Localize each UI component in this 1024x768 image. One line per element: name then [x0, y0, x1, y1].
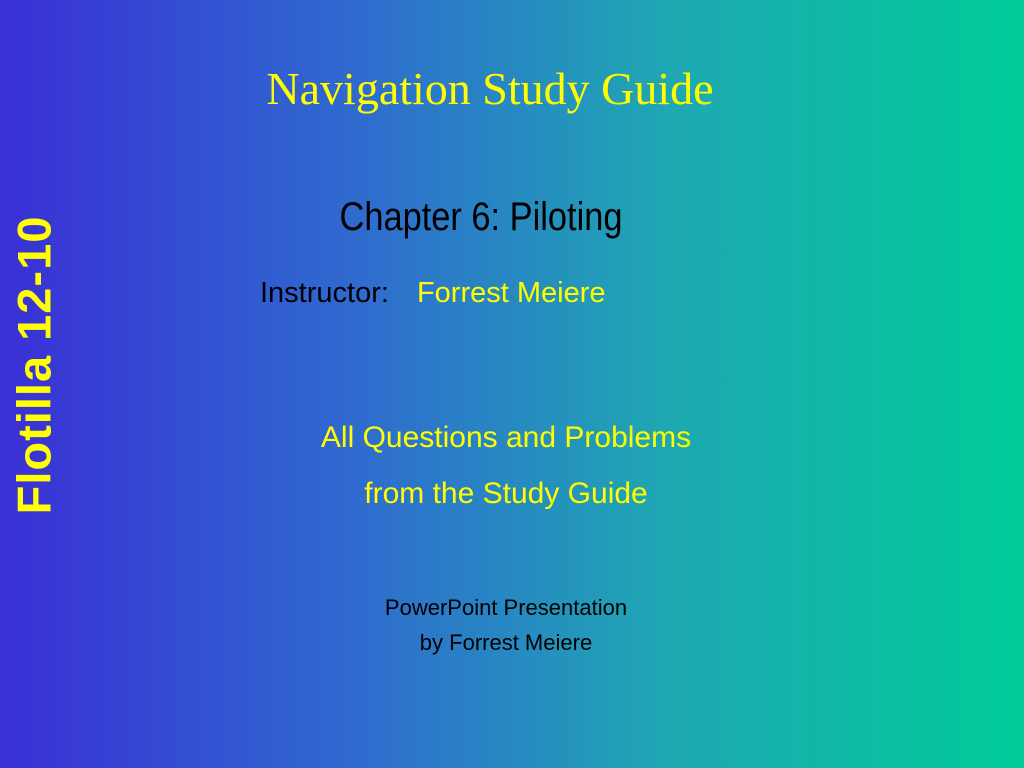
- credits-text: [0, 590, 1012, 660]
- questions-text: [0, 410, 1012, 522]
- side-label: Flotilla 12-10: [7, 215, 61, 515]
- credits-line-1: PowerPoint Presentation: [384, 595, 628, 620]
- credits-line-2: by Forrest Meiere: [419, 630, 593, 655]
- instructor-line: [260, 277, 605, 310]
- questions-line-1: All Questions and Problems: [320, 421, 692, 454]
- instructor-name: Forrest Meiere: [416, 277, 606, 309]
- instructor-label: Instructor:: [260, 277, 389, 309]
- questions-line-2: from the Study Guide: [364, 477, 648, 510]
- slide-subtitle: Chapter 6: Piloting: [339, 195, 623, 239]
- slide-title: Navigation Study Guide: [266, 63, 714, 114]
